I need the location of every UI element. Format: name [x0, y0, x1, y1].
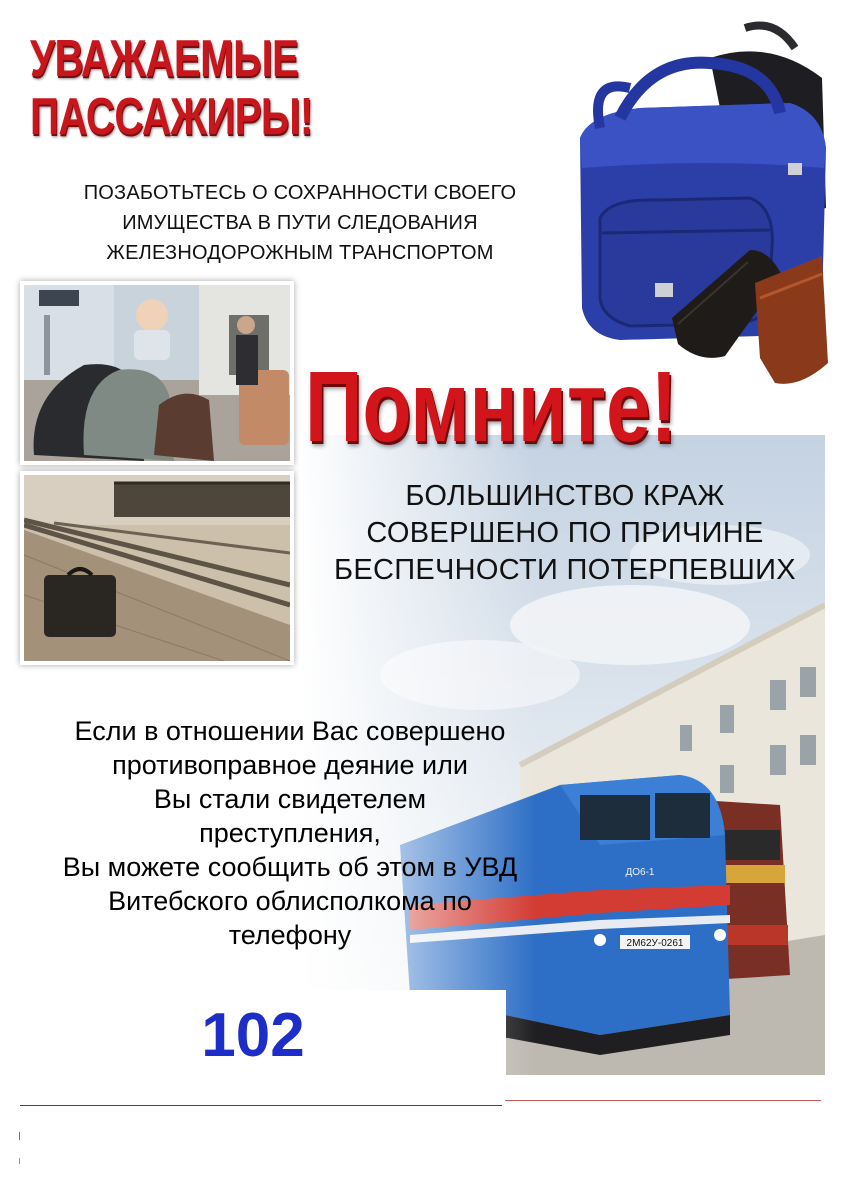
subtitle-line-3: ЖЕЛЕЗНОДОРОЖНЫМ ТРАНСПОРТОМ: [106, 242, 494, 264]
contact-info: [10, 714, 570, 952]
bottom-divider-left: [20, 1105, 502, 1106]
photo-abandoned-suitcase: [20, 471, 294, 665]
headline: [30, 30, 313, 146]
warning-line-1: БОЛЬШИНСТВО КРАЖ: [405, 480, 725, 512]
photo-passengers-with-luggage: [20, 281, 294, 465]
contact-line-4: преступления,: [199, 818, 381, 848]
margin-tick: [19, 1132, 20, 1140]
margin-tick: [19, 1158, 20, 1164]
contact-line-1: Если в отношении Вас совершено: [74, 716, 506, 746]
warning-line-2: СОВЕРШЕНО ПО ПРИЧИНЕ: [366, 517, 764, 549]
bags-illustration: [560, 18, 830, 398]
warning-line-3: БЕСПЕЧНОСТИ ПОТЕРПЕВШИХ: [334, 554, 796, 586]
subtitle: [20, 178, 580, 268]
theft-warning: [300, 478, 830, 589]
contact-line-5: Вы можете сообщить об этом в УВД: [62, 852, 518, 882]
phone-number[interactable]: 102: [201, 1001, 305, 1070]
bags-image: [560, 18, 830, 398]
suitcase-photo-image: [24, 475, 290, 661]
subtitle-line-1: ПОЗАБОТЬТЕСЬ О СОХРАННОСТИ СВОЕГО: [83, 182, 517, 204]
contact-line-3: Вы стали свидетелем: [153, 784, 427, 814]
headline-line-2: ПАССАЖИРЫ!: [30, 88, 313, 146]
passengers-photo-image: [24, 285, 290, 461]
subtitle-line-2: ИМУЩЕСТВА В ПУТИ СЛЕДОВАНИЯ: [122, 212, 478, 234]
bottom-divider-right: [505, 1100, 821, 1101]
headline-line-1: УВАЖАЕМЫЕ: [30, 30, 299, 88]
contact-line-6: Витебского облисполкома по: [108, 886, 472, 916]
remember-title: Помните!: [305, 351, 678, 463]
contact-line-7: телефону: [228, 920, 352, 950]
contact-line-2: противоправное деяние или: [112, 750, 468, 780]
phone-box: [20, 990, 506, 1086]
